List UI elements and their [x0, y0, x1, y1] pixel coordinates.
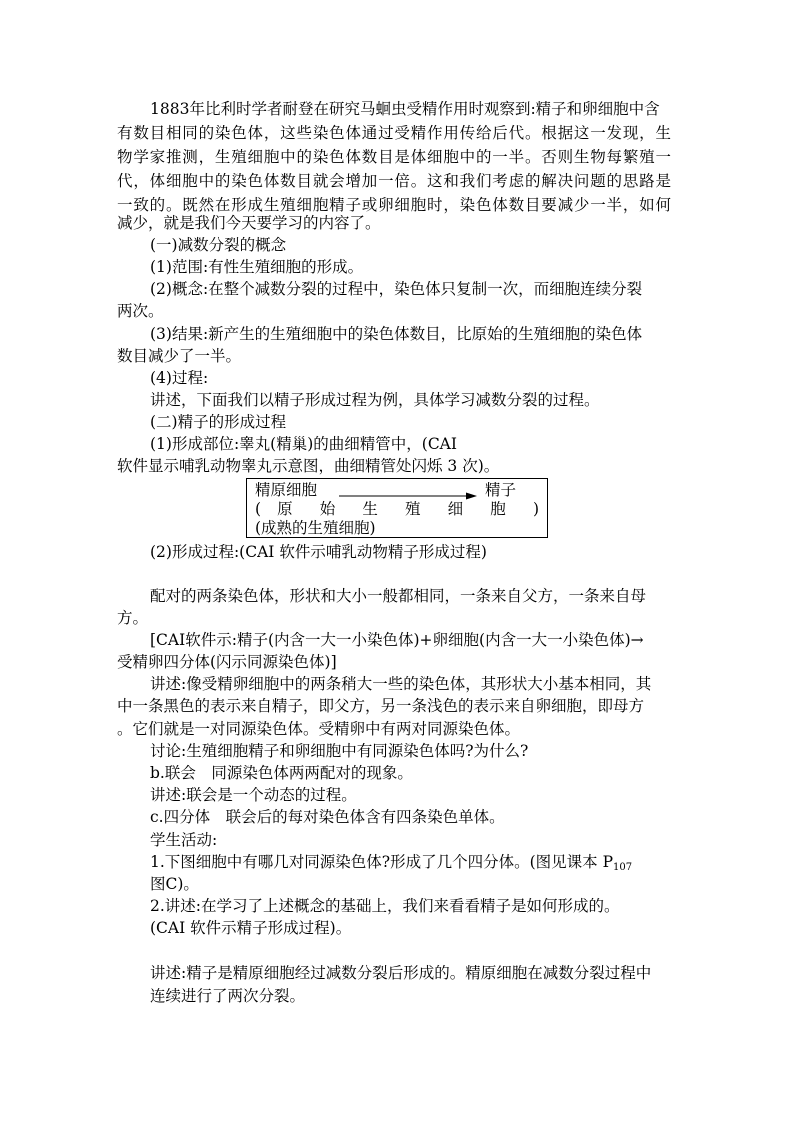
- activity-question-2: 2.讲述:在学习了上述概念的基础上，我们来看看精子是如何形成的。: [150, 897, 620, 915]
- final-line-1: 讲述:精子是精原细胞经过减数分裂后形成的。精原细胞在减数分裂过程中: [150, 964, 652, 982]
- box-note: (成熟的生殖细胞): [255, 519, 376, 537]
- lecture2-line-3: 。它们就是一对同源染色体。受精卵中有两对同源染色体。: [117, 720, 521, 738]
- lecture3: 讲述:联会是一个动态的过程。: [150, 786, 357, 804]
- section1-lecture: 讲述，下面我们以精子形成过程为例，具体学习减数分裂的过程。: [150, 391, 600, 409]
- section2-process: (2)形成过程:(CAI 软件示哺乳动物精子形成过程): [150, 543, 487, 561]
- section1-scope: (1)范围:有性生殖细胞的形成。: [150, 258, 364, 276]
- intro-line-2: 有数目相同的染色体，这些染色体通过受精作用传给后代。根据这一发现，生: [117, 124, 671, 142]
- section2-site-line-2: 软件显示哺乳动物睾丸示意图，曲细精管处闪烁 3 次)。: [117, 457, 500, 475]
- section1-result-line-2: 数目减少了一半。: [117, 347, 242, 365]
- page-number-subscript: 107: [613, 862, 633, 873]
- intro-line-4: 代，体细胞中的染色体数目就会增加一倍。这和我们考虑的解决问题的思路是: [117, 172, 671, 190]
- activity-question-1-cont: 图C)。: [150, 875, 199, 893]
- discussion: 讨论:生殖细胞精子和卵细胞中有同源染色体吗?为什么?: [150, 742, 529, 760]
- spermatogonium-box: [246, 478, 548, 538]
- box-from-label: 精原细胞: [255, 481, 318, 499]
- lecture2-line-1: 讲述:像受精卵细胞中的两条稍大一些的染色体，其形状大小基本相同，其: [150, 675, 652, 693]
- cai-line-1: [CAI软件示:精子(内含一大一小染色体)+卵细胞(内含一大一小染色体)→: [150, 631, 644, 649]
- activity-question-1: 1.下图细胞中有哪几对同源染色体?形成了几个四分体。(图见课本 $P_{107}$: [150, 853, 633, 873]
- intro-line-6: 减少，就是我们今天要学习的内容了。: [117, 214, 381, 232]
- lecture2-line-2: 中一条黑色的表示来自精子，即父方，另一条浅色的表示来自卵细胞，即母方: [117, 697, 645, 715]
- intro-line-1: 1883年比利时学者耐登在研究马蛔虫受精作用时观察到:精子和卵细胞中含: [150, 100, 660, 118]
- box-primitive-germ-cell: ( 原 始 生 殖 细 胞 ): [255, 500, 539, 518]
- intro-line-3: 物学家推测，生殖细胞中的染色体数目是体细胞中的一半。否则生物每繁殖一: [117, 148, 671, 166]
- section1-heading: (一)减数分裂的概念: [150, 236, 287, 254]
- section1-concept-line-1: (2)概念:在整个减数分裂的过程中，染色体只复制一次，而细胞连续分裂: [150, 280, 643, 298]
- section1-process: (4)过程:: [150, 369, 209, 387]
- section1-result-line-1: (3)结果:新产生的生殖细胞中的染色体数目，比原始的生殖细胞的染色体: [150, 325, 643, 343]
- section1-concept-line-2: 两次。: [117, 302, 164, 320]
- activity-title: 学生活动:: [150, 831, 218, 849]
- pair-line-2: 方。: [117, 609, 149, 627]
- box-to-label: 精子: [485, 481, 517, 499]
- intro-line-5: 一致的。既然在形成生殖细胞精子或卵细胞时，染色体数目要减少一半，如何: [117, 196, 671, 214]
- section2-site-line-1: (1)形成部位:睾丸(精巢)的曲细精管中，(CAI: [150, 435, 457, 453]
- section2-heading: (二)精子的形成过程: [150, 413, 287, 431]
- activity-cai-note: (CAI 软件示精子形成过程)。: [150, 919, 352, 937]
- cai-line-2: 受精卵四分体(闪示同源染色体)]: [117, 653, 337, 671]
- tetrad-definition: c.四分体 联会后的每对染色体含有四条染色单体。: [150, 808, 505, 826]
- final-line-2: 连续进行了两次分裂。: [150, 987, 306, 1005]
- synapsis-definition: b.联会 同源染色体两两配对的现象。: [150, 764, 413, 782]
- pair-line-1: 配对的两条染色体，形状和大小一般都相同，一条来自父方，一条来自母: [150, 587, 647, 605]
